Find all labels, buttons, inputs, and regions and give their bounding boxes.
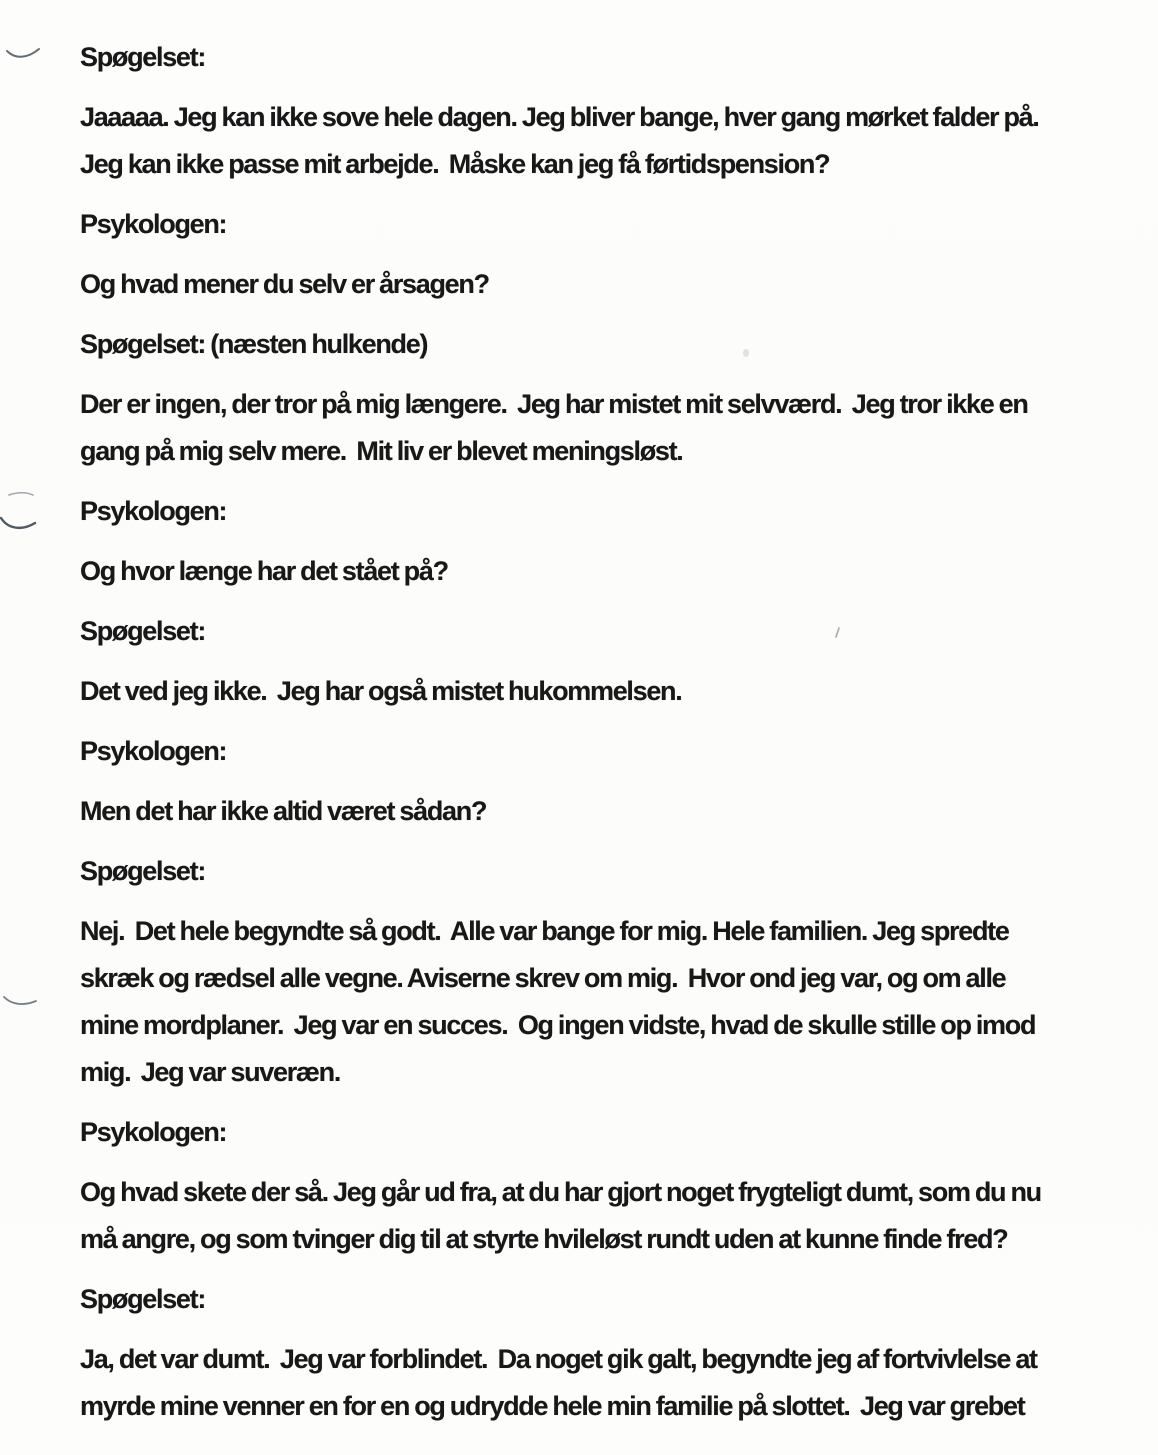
dialogue-block bbox=[80, 488, 1115, 595]
speech-paragraph bbox=[80, 548, 1115, 595]
speaker-label: Psykologen: bbox=[80, 209, 227, 239]
dialogue-block bbox=[80, 608, 1115, 715]
speech-paragraph bbox=[80, 261, 1115, 308]
speaker-label: Psykologen: bbox=[80, 496, 227, 526]
speech-line: gang på mig selv mere. Mit liv er blevet meningsløst. bbox=[80, 436, 683, 466]
pen-mark-icon bbox=[4, 44, 44, 68]
speech-line: Jeg kan ikke passe mit arbejde. Måske kan jeg få førtidspension? bbox=[80, 149, 830, 179]
speech-line: Der er ingen, der tror på mig længere. Jeg har mistet mit selvværd. Jeg tror ikke en bbox=[80, 389, 1028, 419]
speech-line: Men det har ikke altid været sådan? bbox=[80, 796, 487, 826]
dialogue-block bbox=[80, 848, 1115, 1096]
speaker-label: Spøgelset: bbox=[80, 856, 206, 886]
speech-line: Nej. Det hele begyndte så godt. Alle var bange for mig. Hele familien. Jeg spredte bbox=[80, 916, 1009, 946]
speech-line: skræk og rædsel alle vegne. Aviserne skrev om mig. Hvor ond jeg var, og om alle bbox=[80, 963, 1006, 993]
speech-paragraph bbox=[80, 668, 1115, 715]
speech-line: mig. Jeg var suveræn. bbox=[80, 1057, 341, 1087]
speech-paragraph bbox=[80, 788, 1115, 835]
speaker-label: Spøgelset: bbox=[80, 42, 206, 72]
speech-line: mine mordplaner. Jeg var en succes. Og ingen vidste, hvad de skulle stille op imod bbox=[80, 1010, 1036, 1040]
speech-line: myrde mine venner en for en og udrydde hele min familie på slottet. Jeg var grebet bbox=[80, 1391, 1025, 1421]
speaker-label: Psykologen: bbox=[80, 736, 227, 766]
speech-line: Det ved jeg ikke. Jeg har også mistet hukommelsen. bbox=[80, 676, 682, 706]
speech-line: Og hvor længe har det stået på? bbox=[80, 556, 448, 586]
speech-paragraph bbox=[80, 1336, 1115, 1430]
dialogue-block bbox=[80, 1276, 1115, 1430]
pen-mark-icon bbox=[0, 490, 38, 540]
dialogue-block bbox=[80, 34, 1115, 188]
dialogue-block bbox=[80, 321, 1115, 475]
dialogue-block bbox=[80, 1109, 1115, 1263]
speech-line: må angre, og som tvinger dig til at styrte hvileløst rundt uden at kunne finde fred? bbox=[80, 1224, 1008, 1254]
speaker-label: Spøgelset: (næsten hulkende) bbox=[80, 329, 428, 359]
speech-paragraph bbox=[80, 94, 1115, 188]
speech-line: Og hvad skete der så. Jeg går ud fra, at du har gjort noget frygteligt dumt, som du nu bbox=[80, 1177, 1041, 1207]
speech-line: Ja, det var dumt. Jeg var forblindet. Da noget gik galt, begyndte jeg af fortvivlelse at bbox=[80, 1344, 1037, 1374]
speech-line: Og hvad mener du selv er årsagen? bbox=[80, 269, 489, 299]
speaker-label: Spøgelset: bbox=[80, 616, 206, 646]
pen-mark-icon bbox=[2, 992, 40, 1014]
dialogue-block bbox=[80, 728, 1115, 835]
dialogue-block bbox=[80, 201, 1115, 308]
speech-paragraph bbox=[80, 908, 1115, 1096]
speaker-label: Spøgelset: bbox=[80, 1284, 206, 1314]
dialogue-script bbox=[80, 34, 1115, 1443]
speech-paragraph bbox=[80, 1169, 1115, 1263]
speech-line: Jaaaaa. Jeg kan ikke sove hele dagen. Jeg bliver bange, hver gang mørket falder på. bbox=[80, 102, 1039, 132]
speaker-label: Psykologen: bbox=[80, 1117, 227, 1147]
speech-paragraph bbox=[80, 381, 1115, 475]
